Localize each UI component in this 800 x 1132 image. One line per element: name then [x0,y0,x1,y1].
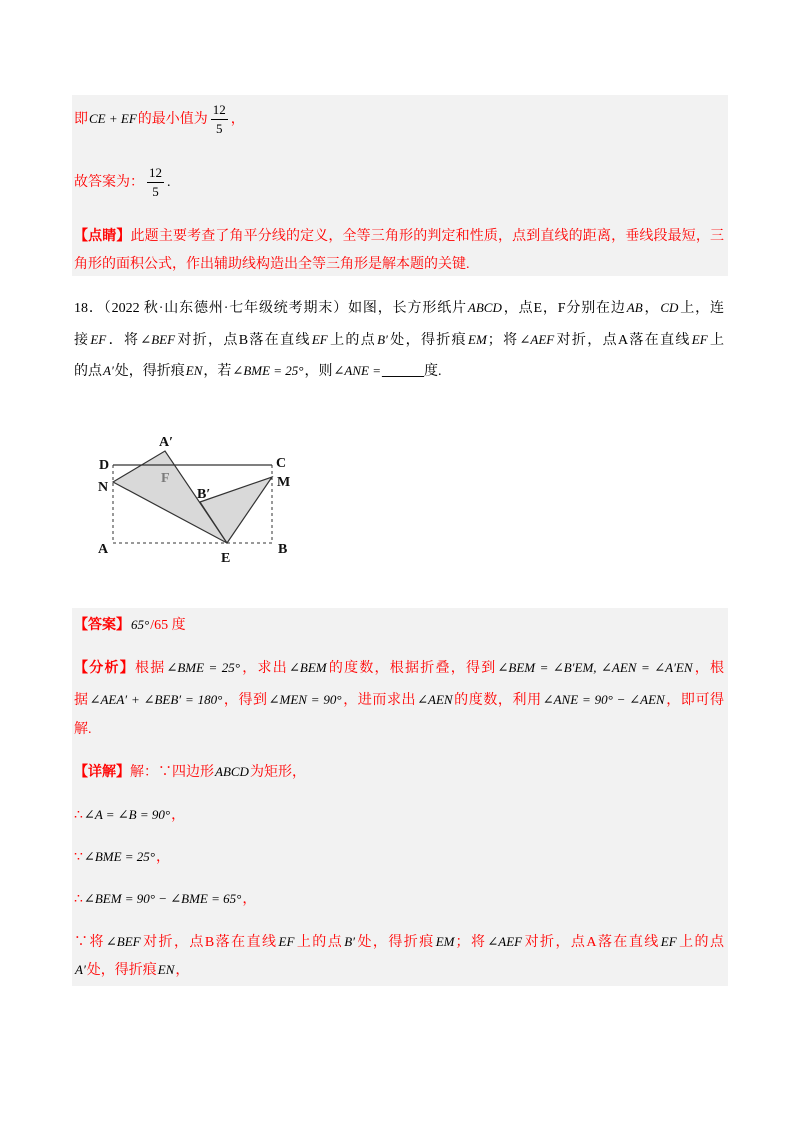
text-segment: ．将 [107,333,140,348]
fraction [211,102,228,137]
math-expression: ∠BEM = 90° − ∠BME = 65° [83,891,242,906]
label-point-a-prime: A′ [159,435,174,450]
math-expression: EF [311,332,328,347]
section-label: 【分析】 [74,661,135,676]
folded-rectangle-figure [90,428,300,568]
text-segment: 即 [74,112,88,127]
text-segment: ，得到 [223,693,268,708]
text-segment: . [167,175,171,190]
text-segment: ，若 [203,364,232,379]
math-expression: A′ [103,363,114,378]
math-expression: ABCD [215,764,249,779]
label-point-n: N [98,480,109,495]
math-expression: A′ [75,962,86,977]
math-expression: CE + EF [89,111,137,126]
label-point-d: D [99,458,110,473]
text-segment: ∴ [74,808,83,823]
math-expression: 65° [131,617,150,632]
math-expression: ∠AEA′ + ∠BEB′ = 180° [89,692,223,707]
section-label: 【答案】 [74,618,130,633]
text-segment: ， [171,808,186,823]
text-segment: 的点 [74,364,102,379]
text-segment: 处，得折痕 [356,935,435,950]
text-segment: 解. [74,722,92,737]
math-expression: EF [278,934,295,949]
minimum-value-line [74,102,724,137]
label-point-e: E [221,551,231,566]
section-label: 【详解】 [74,765,130,780]
label-point-m: M [277,475,291,490]
label-point-b-prime: B′ [197,487,211,502]
fraction [147,165,164,200]
text-segment: ，则 [304,364,333,379]
text-segment: 为矩形， [249,765,306,780]
question-18-line-3 [74,361,724,381]
label-point-b: B [278,542,288,557]
text-segment: ， [156,850,170,865]
math-expression: B′ [377,332,388,347]
answer-statement-line [74,165,724,200]
fraction-denominator: 5 [216,121,223,137]
question-18-line-2 [74,330,724,350]
text-segment: 处，得折痕 [86,963,157,978]
text-segment: ∵将 [74,935,105,950]
text-segment: 处，得折痕 [388,333,467,348]
text-segment: ，即可得 [665,693,725,708]
text-segment: 对折，点B落在直线 [176,333,311,348]
text-segment: 解：∵四边形 [130,765,214,780]
math-expression: ∠BEF [140,332,176,347]
detail-line-1 [74,762,724,782]
label-point-a: A [98,542,109,557]
text-segment: ， [242,892,257,907]
text-segment: 上的点 [677,935,725,950]
text-segment: 的最小值为 [137,112,208,127]
text-segment: 根据 [134,661,166,676]
label-point-f: F [161,471,170,486]
text-segment: ， [175,963,190,978]
text-segment: 上的点 [295,935,344,950]
answer-line [74,615,724,635]
detail-line-2 [74,805,724,825]
label-point-c: C [276,456,287,471]
text-segment: ，根 [693,661,725,676]
detail-line-5 [74,932,724,952]
math-expression: ABCD [467,300,502,315]
text-segment: ；将 [487,333,519,348]
math-expression: EM [468,332,487,347]
math-expression: ∠BME = 25° [166,660,241,675]
text-segment: ；将 [455,935,487,950]
fraction-numerator: 12 [147,165,164,183]
detail-line-3 [74,847,724,867]
comment-line-2 [74,255,724,275]
math-expression: EN [157,962,175,977]
detail-line-6 [74,960,724,980]
math-expression: EM [435,934,455,949]
text-segment: 接 [74,333,90,348]
text-segment: 角形的面积公式，作出辅助线构造出全等三角形是解本题的关键. [74,257,470,272]
analysis-line-1 [74,658,724,678]
math-expression: EF [90,332,107,347]
text-segment: ∵ [74,850,83,865]
math-expression: ∠A = ∠B = 90° [83,807,171,822]
math-expression: ∠AEN [417,692,453,707]
math-expression: AB [626,300,643,315]
text-segment: ，点E，F分别在边 [502,301,626,316]
detail-line-4 [74,889,724,909]
text-segment: 对折，点A落在直线 [523,935,660,950]
text-segment: 上的点 [328,333,377,348]
text-segment: 此题主要考查了角平分线的定义，全等三角形的判定和性质，点到直线的距离，垂线段最短，三 [130,229,725,244]
math-expression: B′ [344,934,355,949]
text-segment: ∴ [74,892,83,907]
text-segment: 18．（2022 秋·山东德州·七年级统考期末）如图，长方形纸片 [74,301,467,316]
text-segment: ， [230,112,245,127]
fraction-denominator: 5 [152,184,159,200]
math-expression: ∠BEM = ∠B′EM, ∠AEN = ∠A′EN [497,660,693,675]
answer-blank: ______ [381,364,424,379]
text-segment: 上 [708,333,725,348]
analysis-line-3 [74,720,724,740]
text-segment: ，进而求出 [342,693,417,708]
text-segment: 度. [423,364,442,379]
text-segment: 处，得折痕 [114,364,185,379]
math-expression: ∠ANE = [333,363,381,378]
math-expression: ∠BME = 25° [232,363,304,378]
math-expression: EF [660,934,677,949]
question-18-line-1 [74,298,724,318]
math-expression: ∠ANE = 90° − ∠AEN [542,692,665,707]
math-expression: ∠AEF [519,332,555,347]
text-segment: 对折，点A落在直线 [555,333,691,348]
text-segment: 的度数，利用 [453,693,542,708]
math-expression: ∠MEN = 90° [268,692,342,707]
text-segment: 的度数，根据折叠，得到 [327,661,497,676]
text-segment: 对折，点B落在直线 [141,935,278,950]
text-segment: ，求出 [241,661,288,676]
fraction-numerator: 12 [211,102,228,120]
text-segment: 上，连 [679,301,725,316]
analysis-line-2 [74,690,724,710]
math-expression: ∠BEF [105,934,141,949]
text-segment: 据 [74,693,89,708]
text-segment: ， [643,301,660,316]
math-expression: CD [660,300,679,315]
comment-line-1 [74,227,724,247]
text-segment: /65 度 [150,618,186,633]
math-expression: EF [691,332,708,347]
text-segment: 故答案为： [74,175,144,190]
math-expression: EN [185,363,203,378]
section-label: 【点睛】 [74,229,131,244]
math-expression: ∠BME = 25° [83,849,155,864]
math-expression: ∠BEM [288,660,327,675]
math-expression: ∠AEF [487,934,523,949]
